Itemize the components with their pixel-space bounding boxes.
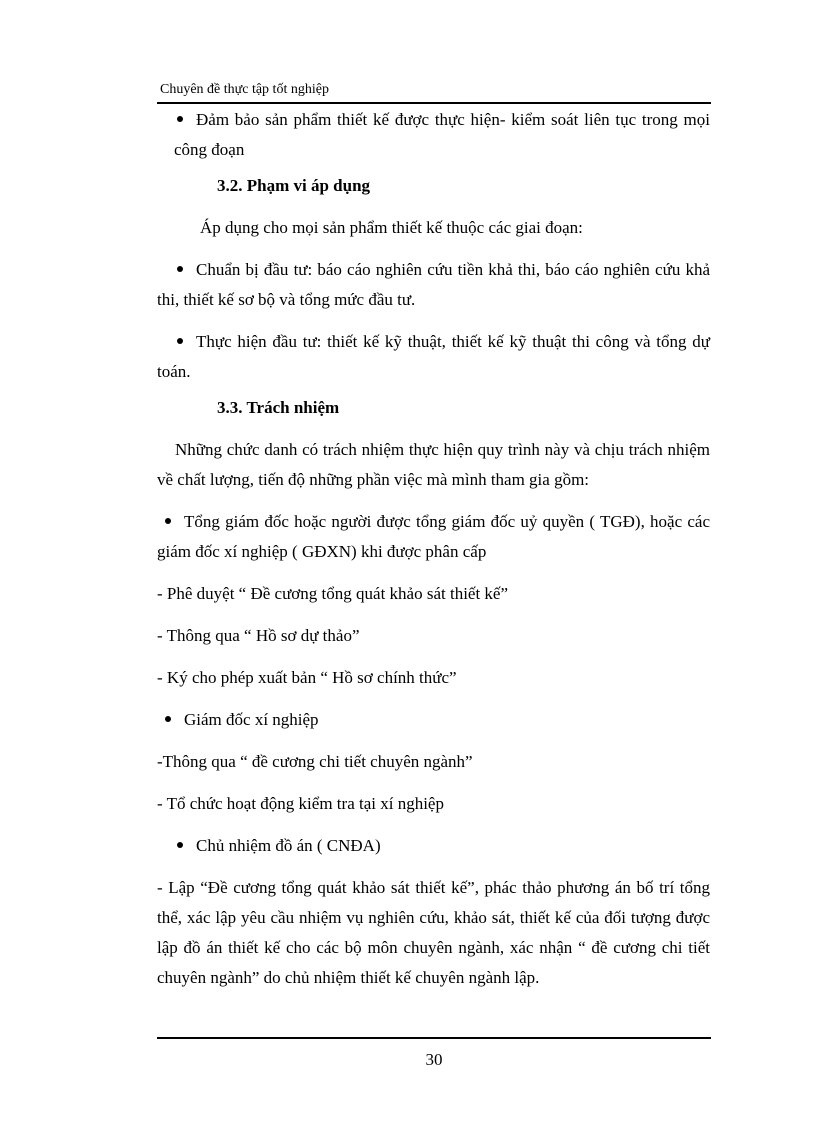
bullet-dot-icon (177, 338, 183, 344)
bullet-dot-icon (177, 842, 183, 848)
bullet-text: Giám đốc xí nghiệp (184, 710, 319, 729)
paragraph-text: Những chức danh có trách nhiệm thực hiện quy trình này và chịu trách nhiệm về chất lượng, tiến độ những phần việc mà mình tham gia gồm: (157, 440, 710, 489)
bullet-item (157, 705, 710, 735)
dash-line: - Thông qua “ Hồ sơ dự thảo” (157, 626, 360, 645)
dash-line: - Phê duyệt “ Đề cương tổng quát khảo sát thiết kế” (157, 584, 509, 603)
running-header: Chuyên đề thực tập tốt nghiệp (160, 82, 329, 97)
bullet-dot-icon (177, 116, 183, 122)
dash-line: - Ký cho phép xuất bản “ Hồ sơ chính thức” (157, 668, 457, 687)
section-heading: 3.2. Phạm vi áp dụng (217, 176, 371, 195)
bullet-text: Chủ nhiệm đồ án ( CNĐA) (196, 836, 381, 855)
bullet-text: Chuẩn bị đầu tư: báo cáo nghiên cứu tiền khả thi, báo cáo nghiên cứu khả thi, thiết kế sơ bộ và tổng mức đầu tư. (157, 260, 710, 309)
bullet-dot-icon (165, 518, 171, 524)
bullet-item (157, 255, 710, 315)
paragraph: - Lập “Đề cương tổng quát khảo sát thiết kế”, phác thảo phương án bố trí tổng thể, xác lập yêu cầu nhiệm vụ nghiên cứu, khảo sát, thiết kế của đối tượng được lập đồ án thiết kế cho các bộ môn chuyên ngành, xác nhận “ đề cương chi tiết chuyên ngành” do chủ nhiệm thiết kế chuyên ngành lập. (157, 878, 710, 987)
section-heading: 3.3. Trách nhiệm (217, 398, 340, 417)
bullet-dot-icon (165, 716, 171, 722)
bullet-item (157, 105, 710, 165)
paragraph: Áp dụng cho mọi sản phẩm thiết kế thuộc các giai đoạn: (200, 218, 583, 237)
bullet-item (157, 831, 710, 861)
bullet-text: Đảm bảo sản phẩm thiết kế được thực hiện- kiểm soát liên tục trong mọi công đoạn (174, 110, 710, 159)
dash-line: - Tổ chức hoạt động kiểm tra tại xí nghiệp (157, 794, 444, 813)
page-content (157, 105, 710, 993)
bullet-item (157, 327, 710, 387)
header-rule (157, 102, 711, 104)
bullet-text: Thực hiện đầu tư: thiết kế kỹ thuật, thiết kế kỹ thuật thi công và tổng dự toán. (157, 332, 710, 381)
dash-line: -Thông qua “ đề cương chi tiết chuyên ngành” (157, 752, 473, 771)
bullet-text: Tổng giám đốc hoặc người được tổng giám đốc uỷ quyền ( TGĐ), hoặc các giám đốc xí nghiệp ( GĐXN) khi được phân cấp (157, 512, 710, 561)
page-number: 30 (425, 1050, 443, 1069)
bullet-item (157, 507, 710, 567)
bullet-dot-icon (177, 266, 183, 272)
footer-rule (157, 1037, 711, 1039)
paragraph (157, 435, 710, 495)
